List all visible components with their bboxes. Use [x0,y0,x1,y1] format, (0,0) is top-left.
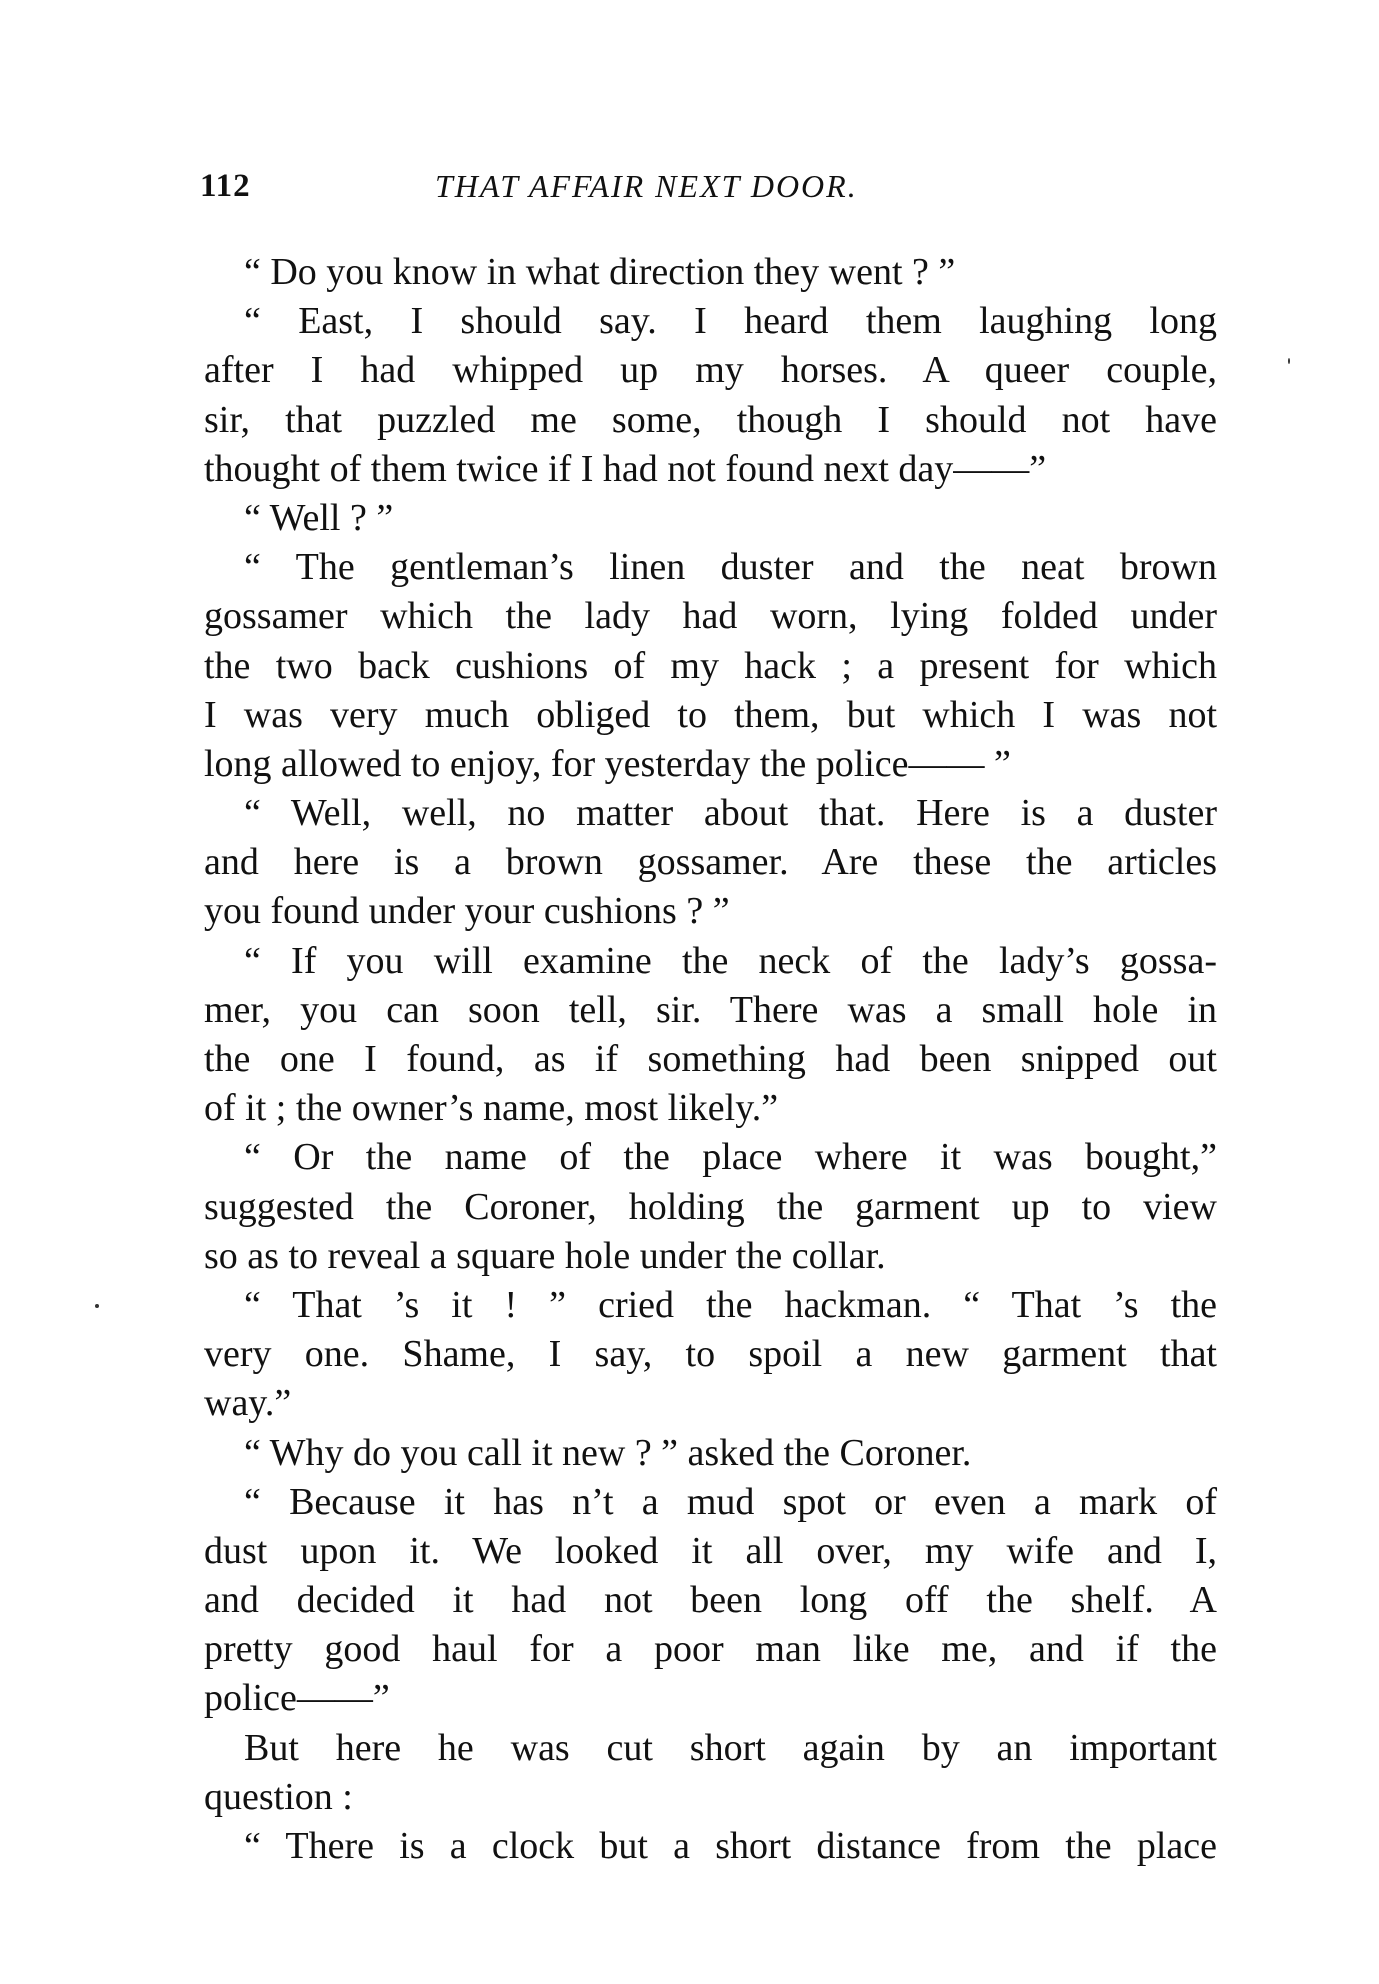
text-line: gossamer which the lady had worn, lying folded under [204,595,1217,638]
text-line: after I had whipped up my horses. A queer couple, [204,349,1217,392]
body-text [204,248,1217,1871]
paper-speck [95,1304,99,1308]
text-line: I was very much obliged to them, but which I was not [204,693,1217,736]
text-line: “ Do you know in what direction they went ? ” [244,251,956,293]
text-line: the two back cushions of my hack ; a present for which [204,644,1217,687]
text-line: “ There is a clock but a short distance from the place [244,1825,1217,1867]
text-line: and here is a brown gossamer. Are these the articles [204,841,1217,884]
text-line: long allowed to enjoy, for yesterday the police—— ” [204,742,1011,785]
text-line: “ The gentleman’s linen duster and the neat brown [244,546,1217,589]
text-line: so as to reveal a square hole under the collar. [204,1234,886,1277]
text-line: “ Why do you call it new ? ” asked the Coroner. [244,1431,972,1474]
text-line: of it ; the owner’s name, most likely.” [204,1087,779,1130]
text-line: way.” [204,1382,292,1425]
text-line: suggested the Coroner, holding the garment up to view [204,1185,1217,1228]
text-line: question : [204,1775,353,1818]
text-line: and decided it had not been long off the shelf. A [204,1579,1217,1622]
text-line: sir, that puzzled me some, though I should not have [204,398,1217,441]
text-line: “ East, I should say. I heard them laughing long [244,300,1217,343]
running-head [200,168,1230,212]
text-line: “ Because it has n’t a mud spot or even a mark of [244,1480,1217,1523]
text-line: But here he was cut short again by an important [244,1726,1217,1769]
text-line: very one. Shame, I say, to spoil a new garment that [204,1333,1217,1376]
text-line: police——” [204,1677,390,1720]
text-line: you found under your cushions ? ” [204,890,730,933]
text-line: dust upon it. We looked it all over, my wife and I, [204,1529,1217,1572]
text-line: the one I found, as if something had been snipped out [204,1038,1217,1080]
text-line: “ If you will examine the neck of the lady’s gossa- [244,939,1217,982]
running-title: THAT AFFAIR NEXT DOOR. [435,168,858,204]
text-line: “ Or the name of the place where it was bought,” [244,1136,1217,1179]
text-line: mer, you can soon tell, sir. There was a small hole in [204,988,1217,1031]
page-number: 112 [200,168,251,204]
text-line: “ That ’s it ! ” cried the hackman. “ That ’s the [244,1283,1217,1326]
text-line: “ Well, well, no matter about that. Here is a duster [244,792,1217,835]
text-line: pretty good haul for a poor man like me, and if the [204,1628,1217,1671]
paper-speck [1288,358,1290,364]
text-line: thought of them twice if I had not found next day——” [204,447,1047,490]
text-line: “ Well ? ” [244,496,394,539]
